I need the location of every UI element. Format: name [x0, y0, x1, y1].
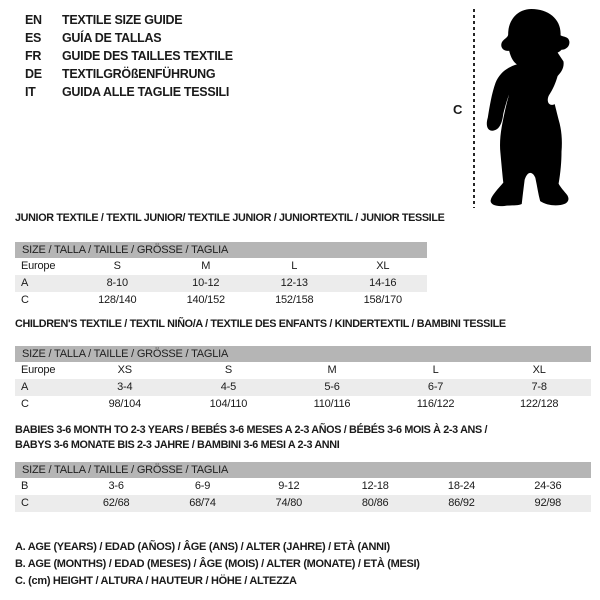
children-textile-section	[15, 317, 591, 413]
footnote-legend	[15, 539, 420, 590]
cell-value: 12-18	[361, 480, 389, 492]
cell-value: 104/110	[209, 398, 248, 410]
cell-value: 98/104	[108, 398, 142, 410]
cell-value: 10-12	[192, 277, 220, 289]
table-row	[15, 292, 427, 309]
row-label: C	[21, 497, 29, 509]
language-code: ES	[25, 31, 42, 45]
row-label: B	[21, 480, 29, 492]
language-code: IT	[25, 85, 36, 99]
guide-title-de: TEXTILGRÖßENFÜHRUNG	[62, 67, 216, 81]
row-label: C	[21, 294, 29, 306]
cell-value: 8-10	[106, 277, 128, 289]
toddler-silhouette-icon	[481, 4, 578, 210]
cell-value: XL	[532, 364, 546, 376]
row-label: Europe	[21, 260, 56, 272]
cell-value: 5-6	[324, 381, 340, 393]
table-row	[15, 495, 591, 512]
row-label: C	[21, 398, 29, 410]
babies-textile-section	[15, 423, 591, 512]
cell-value: S	[113, 260, 121, 272]
guide-title-en: TEXTILE SIZE GUIDE	[62, 13, 183, 27]
cell-value: 68/74	[189, 497, 216, 509]
table-row	[15, 258, 427, 275]
children-table-title: CHILDREN'S TEXTILE / TEXTIL NIÑO/A / TEXTILE DES ENFANTS / KINDERTEXTIL / BAMBINI TESSILE	[15, 318, 506, 330]
junior-size-table	[15, 242, 427, 309]
size-header-bar: SIZE / TALLA / TAILLE / GRÖSSE / TAGLIA	[15, 462, 591, 478]
table-row	[15, 362, 591, 379]
children-table-rows	[15, 362, 591, 413]
footnote-b: B. AGE (MONTHS) / EDAD (MESES) / ÂGE (MOIS) / ALTER (MONATE) / ETÀ (MESI)	[15, 558, 420, 570]
babies-table-title-line1: BABIES 3-6 MONTH TO 2-3 YEARS / BEBÉS 3-6 MESES A 2-3 AÑOS / BÉBÉS 3-6 MOIS À 2-3 ANS /	[15, 424, 488, 436]
cell-value: 4-5	[220, 381, 237, 393]
babies-table-title-line2: BABYS 3-6 MONATE BIS 2-3 JAHRE / BAMBINI 3-6 MESI A 2-3 ANNI	[15, 439, 340, 451]
cell-value: 116/122	[416, 398, 455, 410]
height-figure-block	[450, 4, 600, 216]
cell-value: L	[291, 260, 298, 272]
cell-value: 158/170	[363, 294, 402, 306]
cell-value: 7-8	[531, 381, 547, 393]
guide-title-es: GUÍA DE TALLAS	[62, 31, 162, 45]
junior-textile-section	[15, 211, 445, 309]
footnote-a: A. AGE (YEARS) / EDAD (AÑOS) / ÂGE (ANS) / ALTER (JAHRE) / ETÀ (ANNI)	[15, 541, 390, 553]
cell-value: 140/152	[186, 294, 225, 306]
cell-value: 80/86	[361, 497, 389, 509]
junior-table-title: JUNIOR TEXTILE / TEXTIL JUNIOR/ TEXTILE JUNIOR / JUNIORTEXTIL / JUNIOR TESSILE	[15, 212, 445, 224]
guide-title-it: GUIDA ALLE TAGLIE TESSILI	[62, 85, 230, 99]
table-row	[15, 396, 591, 413]
language-code: DE	[25, 67, 42, 81]
table-row	[15, 379, 591, 396]
cell-value: 74/80	[275, 497, 303, 509]
cell-value: 14-16	[369, 277, 397, 289]
babies-size-table	[15, 462, 591, 512]
cell-value: XL	[376, 260, 390, 272]
cell-value: 24-36	[534, 480, 562, 492]
table-row	[15, 275, 427, 292]
cell-value: 92/98	[534, 497, 562, 509]
language-row-fr	[25, 47, 233, 65]
guide-title-fr: GUIDE DES TAILLES TEXTILE	[62, 49, 233, 63]
height-measure-label: C	[453, 102, 463, 117]
size-header-bar: SIZE / TALLA / TAILLE / GRÖSSE / TAGLIA	[15, 242, 427, 258]
cell-value: L	[432, 364, 439, 376]
cell-value: 122/128	[519, 398, 559, 410]
cell-value: 152/158	[275, 294, 314, 306]
cell-value: 86/92	[448, 497, 475, 509]
language-row-it	[25, 83, 233, 101]
row-label: A	[21, 277, 29, 289]
cell-value: 6-9	[194, 480, 211, 492]
cell-value: 12-13	[280, 277, 308, 289]
row-label: A	[21, 381, 29, 393]
language-code: FR	[25, 49, 42, 63]
language-code: EN	[25, 13, 42, 27]
table-row	[15, 478, 591, 495]
cell-value: S	[224, 364, 232, 376]
cell-value: 9-12	[278, 480, 300, 492]
cell-value: 128/140	[98, 294, 137, 306]
cell-value: 6-7	[427, 381, 444, 393]
footnote-c: C. (cm) HEIGHT / ALTURA / HAUTEUR / HÖHE / ALTEZZA	[15, 575, 297, 587]
size-header-bar: SIZE / TALLA / TAILLE / GRÖSSE / TAGLIA	[15, 346, 591, 362]
cell-value: XS	[117, 364, 132, 376]
cell-value: M	[327, 364, 337, 376]
cell-value: 110/116	[313, 398, 351, 410]
cell-value: 62/68	[102, 497, 130, 509]
language-row-de	[25, 65, 233, 83]
cell-value: M	[201, 260, 211, 272]
cell-value: 3-6	[108, 480, 124, 492]
height-measure-dashed-line	[473, 9, 475, 208]
cell-value: 3-4	[117, 381, 133, 393]
junior-table-rows	[15, 258, 427, 309]
language-title-list	[25, 11, 233, 101]
children-size-table	[15, 346, 591, 413]
language-row-en	[25, 11, 233, 29]
language-row-es	[25, 29, 233, 47]
cell-value: 18-24	[447, 480, 476, 492]
row-label: Europe	[21, 364, 56, 376]
babies-table-rows	[15, 478, 591, 512]
